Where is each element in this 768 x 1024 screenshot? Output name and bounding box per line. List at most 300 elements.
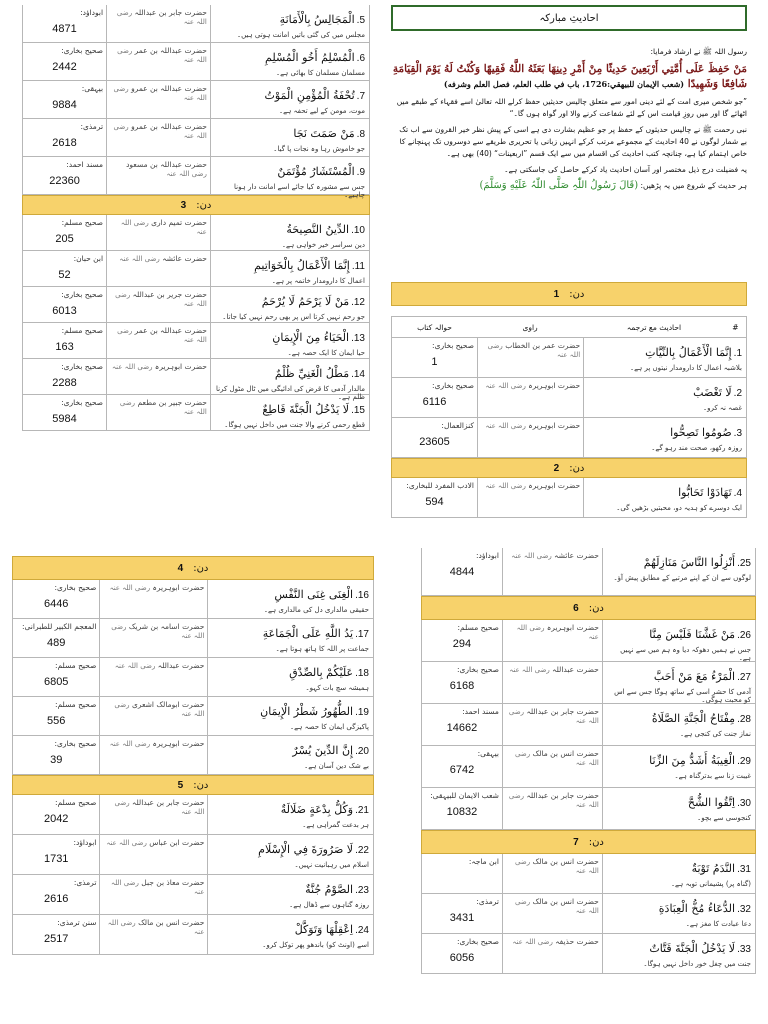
narrator-cell — [99, 835, 207, 874]
honorific: رضی اللہ عنہ — [114, 799, 205, 816]
hadith-translation: ہر بدعت گمراہی ہے۔ — [302, 821, 369, 829]
honorific: رضی اللہ عنہ — [109, 584, 151, 592]
intro-text — [391, 44, 747, 196]
honorific: رضی اللہ عنہ — [508, 708, 599, 725]
hadith-arabic: الْغِيبَةُ أَشَدُّ مِنَ الزِّنَا — [649, 754, 736, 767]
hadith-row — [22, 251, 370, 287]
hadith-number: 1. — [733, 348, 742, 359]
intro-arabic — [391, 62, 747, 92]
honorific: رضی اللہ عنہ — [514, 898, 599, 915]
hadith-line — [215, 362, 365, 381]
reference-number: 205 — [55, 233, 74, 245]
hadith-translation: مجلس میں کی گئی باتیں امانت ہوتی ہیں۔ — [237, 31, 365, 39]
hadith-number: 18. — [355, 668, 369, 679]
narrator-cell — [106, 251, 210, 286]
hadith-row — [22, 81, 370, 119]
narrator-name: حضرت ابوہریرہ — [154, 362, 207, 371]
day-number: 3 — [180, 199, 187, 211]
hadith-line — [607, 937, 751, 956]
reference-number: 39 — [50, 754, 63, 766]
reference-cell — [13, 619, 99, 657]
panel-bottom-right — [421, 548, 756, 1024]
hadith-translation: کنجوسی سے بچو۔ — [697, 814, 751, 822]
hadith-cell — [602, 934, 755, 973]
hadith-line — [215, 218, 365, 237]
hadith-cell — [583, 478, 746, 517]
panel-top-left — [22, 5, 370, 545]
day-label: دن: — [569, 288, 585, 300]
narrator-cell — [106, 287, 210, 322]
intro-arabic-text: مَنْ حَفِظَ عَلَى أُمَّتِي أَرْبَعِينَ حَدِيثًا مِنْ أَمْرِ دِينِهَا بَعَثَهُ اللَّهُ فَقِيهًا وَكُنْتُ لَهُ يَوْمَ الْقِيَامَةِ شَافِعًا وَشَهِيدًا — [392, 63, 747, 90]
reference-book: ابن ماجہ: — [468, 857, 499, 866]
hadith-arabic: لَا صَرُورَةَ فِي الْإِسْلَامِ — [258, 843, 354, 856]
narrator-name: حضرت ابوہریرہ — [528, 421, 581, 430]
narrator-cell — [502, 746, 602, 787]
reference-number: 2616 — [43, 893, 69, 905]
reference-number: 10832 — [446, 806, 478, 818]
narrator-name: حضرت عبداللہ بن مسعود — [126, 160, 207, 169]
honorific: رضی اللہ عنہ — [485, 382, 526, 390]
hadith-translation: مسلمان مسلمان کا بھائی ہے۔ — [275, 69, 365, 77]
reference-book: صحیح بخاری: — [54, 583, 97, 592]
hadith-number: 6. — [356, 53, 365, 64]
hadith-arabic: لَا يَدْخُلُ الْجَنَّةَ قَاطِعٌ — [262, 403, 350, 416]
narrator-cell — [477, 478, 583, 517]
hadith-cell — [583, 378, 746, 417]
honorific: رضی اللہ عنہ — [166, 170, 207, 178]
table-header — [391, 316, 747, 338]
hadith-translation: موت، مومن کے لیے تحفہ ہے۔ — [279, 107, 365, 115]
day-number: 7 — [573, 836, 579, 848]
hadith-number: 28. — [737, 714, 751, 725]
hadith-translation: جس نے ہمیں دھوکہ دیا وہ ہم میں سے نہیں ہے۔ — [620, 646, 751, 662]
hadith-arabic: الْغِنَى غِنَى النَّفْسِ — [274, 588, 354, 601]
honorific: رضی اللہ عنہ — [512, 938, 553, 946]
narrator-cell — [99, 619, 207, 657]
hadith-arabic: مَنْ صَمَتَ نَجَا — [293, 127, 355, 140]
honorific: رضی اللہ عنہ — [117, 327, 207, 344]
hadith-row — [421, 620, 756, 662]
day-label: دن: — [193, 562, 209, 574]
narrator-name: حضرت عبداللہ — [157, 661, 205, 670]
reference-number: 3431 — [449, 912, 475, 924]
narrator-cell — [502, 620, 602, 661]
reference-book: المعجم الکبیر للطبرانی: — [22, 622, 97, 631]
narrator-cell — [502, 704, 602, 745]
hadith-cell — [602, 662, 755, 703]
hadith-row — [421, 746, 756, 788]
hadith-row — [421, 854, 756, 894]
hadith-translation: دین سراسر خیر خواہی ہے۔ — [281, 241, 365, 249]
hadith-arabic: الدِّينُ النَّصِيحَةُ — [286, 223, 350, 236]
col-narrator-header: راوی — [522, 322, 538, 332]
day-number: 5 — [177, 779, 184, 791]
hadith-row — [22, 323, 370, 359]
reference-cell — [13, 915, 99, 954]
reference-book: صحیح مسلم: — [54, 798, 97, 807]
narrator-name: حضرت ابوہریرہ — [528, 481, 581, 490]
reference-book: صحیح بخاری: — [54, 739, 97, 748]
narrator-cell — [477, 378, 583, 417]
hadith-translation: روزہ رکھو، صحت مند رہو گے۔ — [651, 444, 742, 452]
hadith-row — [421, 788, 756, 830]
hadith-translation: ہمیشہ سچ بات کہو۔ — [305, 684, 369, 692]
hadith-translation: نماز جنت کی کنجی ہے۔ — [680, 730, 751, 738]
reference-number: 556 — [47, 715, 66, 727]
hadith-cell — [207, 580, 373, 618]
intro-p4-green: (قَالَ رَسُولُ اللّٰہِ صَلَّى اللّٰہُ عَلَیْهِ وَسَلَّمَ) — [479, 180, 639, 191]
reference-number: 163 — [55, 341, 74, 353]
hadith-cell — [210, 395, 369, 430]
day-bar-6 — [421, 596, 756, 620]
hadith-number: 11. — [351, 261, 365, 272]
narrator-name: حضرت عبداللہ بن عمرو — [131, 84, 207, 93]
rows-q4 — [421, 620, 756, 830]
narrator-name: حضرت عائشہ — [554, 551, 599, 560]
reference-number: 52 — [58, 269, 71, 281]
narrator-name: حضرت انس بن مالک — [138, 918, 205, 927]
hadith-number: 8. — [356, 129, 365, 140]
narrator-cell — [106, 359, 210, 394]
hadith-row — [12, 658, 374, 697]
hadith-line — [215, 398, 365, 417]
hadith-arabic: الْمَجَالِسُ بِالْأَمَانَةِ — [279, 13, 355, 26]
hadith-number: 24. — [355, 925, 369, 936]
col-hadith-header: احادیث مع ترجمہ — [626, 322, 682, 332]
hadith-cell — [207, 795, 373, 834]
hadith-row — [421, 894, 756, 934]
day-label: دن: — [588, 836, 604, 848]
hadith-arabic: اِعْقِلْهَا وَتَوَكَّلْ — [294, 923, 354, 936]
hadith-row — [421, 548, 756, 596]
hadith-row — [22, 215, 370, 251]
hadith-arabic: صُومُوا تَصِحُّوا — [670, 426, 732, 439]
hadith-line — [607, 897, 751, 916]
narrator-name: حضرت جابر بن عبداللہ — [134, 8, 207, 17]
hadith-number: 30. — [737, 798, 751, 809]
hadith-number: 33. — [737, 944, 751, 955]
honorific: رضی اللہ عنہ — [111, 623, 205, 640]
intro-p1: ”جو شخص میری امت کے لئے دینی امور سے متعلق چالیس حدیثیں حفظ کرلے اللہ تعالیٰ اسے فقہاء کے طبقے میں اٹھائے گا اور میں روزِ قیامت اس کے لئے شفاعت کرنے والا اور گواہ ہوں گا۔“ — [396, 97, 747, 118]
narrator-name: حضرت ابوہریرہ — [152, 739, 205, 748]
narrator-cell — [99, 875, 207, 914]
reference-cell — [23, 287, 106, 322]
hadith-cell — [207, 697, 373, 735]
hadith-number: 21. — [355, 805, 369, 816]
narrator-name: حضرت عبداللہ بن عمر — [134, 326, 207, 335]
day-label: دن: — [588, 602, 604, 614]
day-number: 2 — [553, 462, 560, 474]
narrator-cell — [502, 548, 602, 595]
hadith-line — [215, 290, 365, 309]
honorific: رضی اللہ عنہ — [511, 552, 552, 560]
reference-cell — [422, 704, 502, 745]
rows-q2 — [391, 338, 747, 518]
reference-book: مسند احمد: — [462, 707, 499, 716]
narrator-name: حضرت عمر بن الخطاب — [505, 341, 581, 350]
hadith-translation: اسے (اونٹ کو) باندھو پھر توکل کرو۔ — [262, 941, 369, 949]
rows-q1b — [22, 215, 370, 431]
honorific: رضی اللہ عنہ — [516, 624, 599, 641]
narrator-cell — [477, 418, 583, 457]
hadith-cell — [210, 43, 369, 80]
hadith-number: 17. — [355, 629, 369, 640]
hadith-cell — [210, 287, 369, 322]
hadith-cell — [207, 915, 373, 954]
hadith-line — [212, 739, 369, 758]
hadith-cell — [602, 548, 755, 595]
hadith-row — [12, 915, 374, 955]
hadith-number: 23. — [355, 885, 369, 896]
reference-cell — [23, 359, 106, 394]
narrator-name: حضرت ابوہریرہ — [528, 381, 581, 390]
narrator-name: حضرت معاذ بن جبل — [141, 878, 205, 887]
hadith-cell — [207, 835, 373, 874]
reference-number: 6013 — [52, 305, 77, 317]
narrator-cell — [106, 5, 210, 42]
reference-number: 489 — [47, 637, 66, 649]
hadith-row — [22, 287, 370, 323]
hadith-arabic: الْمُسْتَشَارُ مُؤْتَمَنٌ — [277, 165, 355, 178]
hadith-translation: آدمی کا حشر اسی کے ساتھ ہوگا جس سے اس کو محبت ہوگی۔ — [614, 688, 751, 704]
intro-source: (شعب الإيمان للبيهقي:1726، باب في طلب العلم، فصل العلم وشرفه) — [443, 79, 685, 89]
hadith-number: 14. — [351, 369, 365, 380]
reference-cell — [23, 43, 106, 80]
hadith-translation: بے شک دین آسان ہے۔ — [304, 762, 369, 770]
reference-number: 2042 — [43, 813, 69, 825]
honorific: رضی اللہ عنہ — [110, 879, 205, 896]
narrator-name: حضرت جریر بن عبداللہ — [132, 290, 207, 299]
hadith-number: 27. — [737, 672, 751, 683]
hadith-translation: اسلام میں رہبانیت نہیں۔ — [294, 861, 369, 869]
narrator-cell — [477, 338, 583, 377]
reference-cell — [422, 934, 502, 973]
hadith-cell — [602, 746, 755, 787]
narrator-cell — [99, 658, 207, 696]
hadith-line — [212, 918, 369, 937]
reference-book: صحیح مسلم: — [457, 623, 499, 632]
reference-number: 14662 — [446, 722, 478, 734]
rows-q3 — [12, 580, 374, 775]
intro-title-box — [391, 5, 747, 31]
reference-cell — [13, 580, 99, 618]
hadith-line — [212, 661, 369, 680]
narrator-name: حضرت جابر بن عبداللہ — [526, 707, 599, 716]
hadith-row — [12, 619, 374, 658]
reference-cell — [422, 894, 502, 933]
day-number: 6 — [573, 602, 579, 614]
reference-number: 6056 — [449, 952, 475, 964]
hadith-cell — [583, 338, 746, 377]
hadith-row — [12, 580, 374, 619]
hadith-cell — [602, 704, 755, 745]
day-number: 4 — [177, 562, 184, 574]
reference-cell — [422, 746, 502, 787]
reference-number: 2618 — [52, 137, 77, 149]
honorific: رضی اللہ عنہ — [114, 662, 156, 670]
reference-book: صحیح بخاری: — [432, 381, 474, 390]
day-bar-4 — [12, 556, 374, 580]
honorific: رضی اللہ عنہ — [509, 666, 550, 674]
hadith-arabic: لَا يَدْخُلُ الْجَنَّةَ قَتَّاتٌ — [649, 942, 736, 955]
reference-number: 2442 — [52, 61, 77, 73]
day-number: 1 — [553, 288, 560, 300]
honorific: رضی اللہ عنہ — [113, 85, 207, 102]
hadith-number: 26. — [737, 630, 751, 641]
narrator-cell — [99, 697, 207, 735]
hadith-arabic: الدُّعَاءُ مُخُّ الْعِبَادَةِ — [658, 902, 736, 915]
reference-number: 9884 — [52, 99, 77, 111]
narrator-cell — [106, 395, 210, 430]
hadith-number: 7. — [356, 91, 365, 102]
narrator-name: حضرت اسامہ بن شریک — [128, 622, 205, 631]
panel-bottom-left — [12, 556, 374, 1024]
reference-book: کنزالعمال: — [441, 421, 474, 430]
reference-number: 4871 — [52, 23, 77, 35]
hadith-line — [607, 791, 751, 810]
col-num-header: # — [732, 322, 739, 332]
intro-p4-text: ہر حدیث کے شروع میں یہ پڑھیں: — [640, 181, 747, 190]
reference-book: صحیح مسلم: — [61, 326, 104, 335]
hadith-line — [215, 84, 365, 103]
hadith-row — [22, 157, 370, 199]
hadith-line — [215, 160, 365, 179]
reference-cell — [23, 395, 106, 430]
day-label: دن: — [569, 462, 585, 474]
hadith-arabic: مِفْتَاحُ الْجَنَّةِ الصَّلَاةُ — [651, 712, 736, 725]
hadith-cell — [210, 157, 369, 199]
narrator-cell — [106, 323, 210, 358]
reference-number: 6116 — [422, 396, 447, 408]
hadith-translation: حیا ایمان کا ایک حصہ ہے۔ — [287, 349, 365, 357]
honorific: رضی اللہ عنہ — [116, 9, 207, 26]
hadith-number: 31. — [737, 864, 751, 875]
narrator-cell — [106, 43, 210, 80]
hadith-line — [607, 857, 751, 876]
hadith-number: 5. — [356, 15, 365, 26]
hadith-arabic: الْحَيَاءُ مِنَ الْإِيمَانِ — [272, 331, 350, 344]
reference-cell — [23, 215, 106, 250]
hadith-arabic: لَا تَغْضَبْ — [693, 386, 732, 399]
hadith-line — [607, 551, 751, 570]
reference-number: 6805 — [43, 676, 69, 688]
day-label: دن: — [196, 199, 212, 211]
hadith-arabic: عَلَيْكُمْ بِالصِّدْقِ — [289, 666, 354, 679]
narrator-name: حضرت عبداللہ بن عمر — [134, 46, 207, 55]
hadith-cell — [210, 215, 369, 250]
hadith-line — [588, 481, 742, 500]
hadith-row — [12, 875, 374, 915]
reference-number: 594 — [425, 496, 444, 508]
reference-book: ترمذی: — [73, 878, 97, 887]
day-label: دن: — [193, 779, 209, 791]
honorific: رضی اللہ عنہ — [485, 422, 526, 430]
hadith-number: 20. — [355, 746, 369, 757]
narrator-cell — [106, 81, 210, 118]
reference-number: 1 — [431, 356, 438, 368]
reference-cell — [392, 338, 477, 377]
honorific: رضی اللہ عنہ — [119, 399, 207, 416]
hadith-line — [607, 707, 751, 726]
hadith-translation: (گناہ پر) پشیمانی توبہ ہے۔ — [670, 880, 751, 888]
hadith-line — [212, 583, 369, 602]
rows-q4a — [421, 548, 756, 596]
rows-q3b — [12, 795, 374, 955]
hadith-arabic: تَهَادَوْا تَحَابُّوا — [678, 486, 732, 499]
hadith-cell — [207, 875, 373, 914]
reference-book: سنن ترمذی: — [57, 918, 97, 927]
reference-book: صحیح بخاری: — [457, 665, 499, 674]
hadith-translation: لوگوں سے ان کے اپنے مرتبے کے مطابق پیش آؤ۔ — [613, 574, 751, 582]
intro-p2: نبی رحمت ﷺ نے چالیس حدیثوں کے حفظ پر جو عظیم بشارت دی ہے اسی کے پیش نظر خیر القرون سے اب تک بے شمار لوگوں نے 40 احادیث کے مجموعے مرتب کرکے انہیں زبانی یا تحریری طریقے سے دوسروں تک پہنچانے کا خاص اہتمام کیا ہے، چنانچہ کتب احادیث کی اقسام میں سے ایک قسم ”اربعینات“ (40) بھی ہے۔ — [399, 125, 747, 158]
reference-number: 2288 — [52, 377, 77, 389]
narrator-name: حضرت جبیر بن مطعم — [137, 398, 207, 407]
honorific: رضی اللہ عنہ — [514, 858, 599, 875]
hadith-number: 32. — [737, 904, 751, 915]
hadith-cell — [210, 359, 369, 401]
hadith-cell — [602, 854, 755, 893]
reference-cell — [422, 548, 502, 595]
narrator-cell — [106, 215, 210, 250]
reference-cell — [13, 835, 99, 874]
day-bar-7 — [421, 830, 756, 854]
rows-q1 — [22, 5, 370, 199]
hadith-cell — [602, 894, 755, 933]
day-bar-1 — [391, 282, 747, 306]
reference-number: 1731 — [43, 853, 69, 865]
reference-cell — [23, 5, 106, 42]
hadith-row — [12, 736, 374, 775]
hadith-arabic: الْمُسْلِمُ أَخُو الْمُسْلِمِ — [265, 51, 355, 64]
hadith-line — [215, 8, 365, 27]
narrator-name: حضرت عبداللہ بن عمرو — [131, 122, 207, 131]
narrator-name: حضرت عبداللہ — [552, 665, 599, 674]
narrator-cell — [99, 795, 207, 834]
hadith-arabic: تُحْفَةُ الْمُؤْمِنِ الْمَوْتُ — [264, 89, 355, 102]
narrator-name: حضرت عائشہ — [162, 254, 207, 263]
hadith-line — [212, 878, 369, 897]
hadith-translation: جس سے مشورہ کیا جائے اسے امانت دار ہونا چاہیے۔ — [233, 183, 365, 199]
hadith-arabic: يَدُ اللَّهِ عَلَى الْجَمَاعَةِ — [262, 627, 354, 640]
hadith-translation: مالدار آدمی کا قرض کی ادائیگی میں ٹال مٹول کرنا ظلم ہے۔ — [216, 385, 365, 401]
hadith-line — [215, 326, 365, 345]
hadith-row — [12, 795, 374, 835]
hadith-translation: غیبت زنا سے بدترگناہ ہے۔ — [674, 772, 751, 780]
hadith-arabic: إِنَّمَا الْأَعْمَالُ بِالْخَوَاتِيمِ — [254, 259, 350, 272]
reference-book: ابن حبان: — [73, 254, 104, 263]
honorific: رضی اللہ عنہ — [115, 291, 207, 308]
panel-top-right — [391, 282, 747, 532]
reference-book: صحیح بخاری: — [61, 46, 104, 55]
reference-cell — [23, 251, 106, 286]
reference-book: صحیح مسلم: — [54, 661, 97, 670]
reference-cell — [422, 620, 502, 661]
narrator-name: حضرت جابر بن عبداللہ — [526, 791, 599, 800]
honorific: رضی اللہ عنہ — [120, 219, 207, 236]
hadith-row — [391, 418, 747, 458]
hadith-number: 12. — [351, 297, 365, 308]
hadith-cell — [207, 658, 373, 696]
reference-cell — [23, 81, 106, 118]
narrator-name: حضرت حذیفہ — [555, 937, 599, 946]
reference-book: بیہقی: — [81, 84, 104, 93]
hadith-translation: پاکیزگی ایمان کا حصہ ہے۔ — [290, 723, 369, 731]
reference-book: ترمذی: — [80, 122, 104, 131]
honorific: رضی اللہ عنہ — [487, 342, 581, 359]
reference-number: 22360 — [49, 175, 80, 187]
hadith-line — [588, 381, 742, 400]
honorific: رضی اللہ عنہ — [112, 363, 153, 371]
